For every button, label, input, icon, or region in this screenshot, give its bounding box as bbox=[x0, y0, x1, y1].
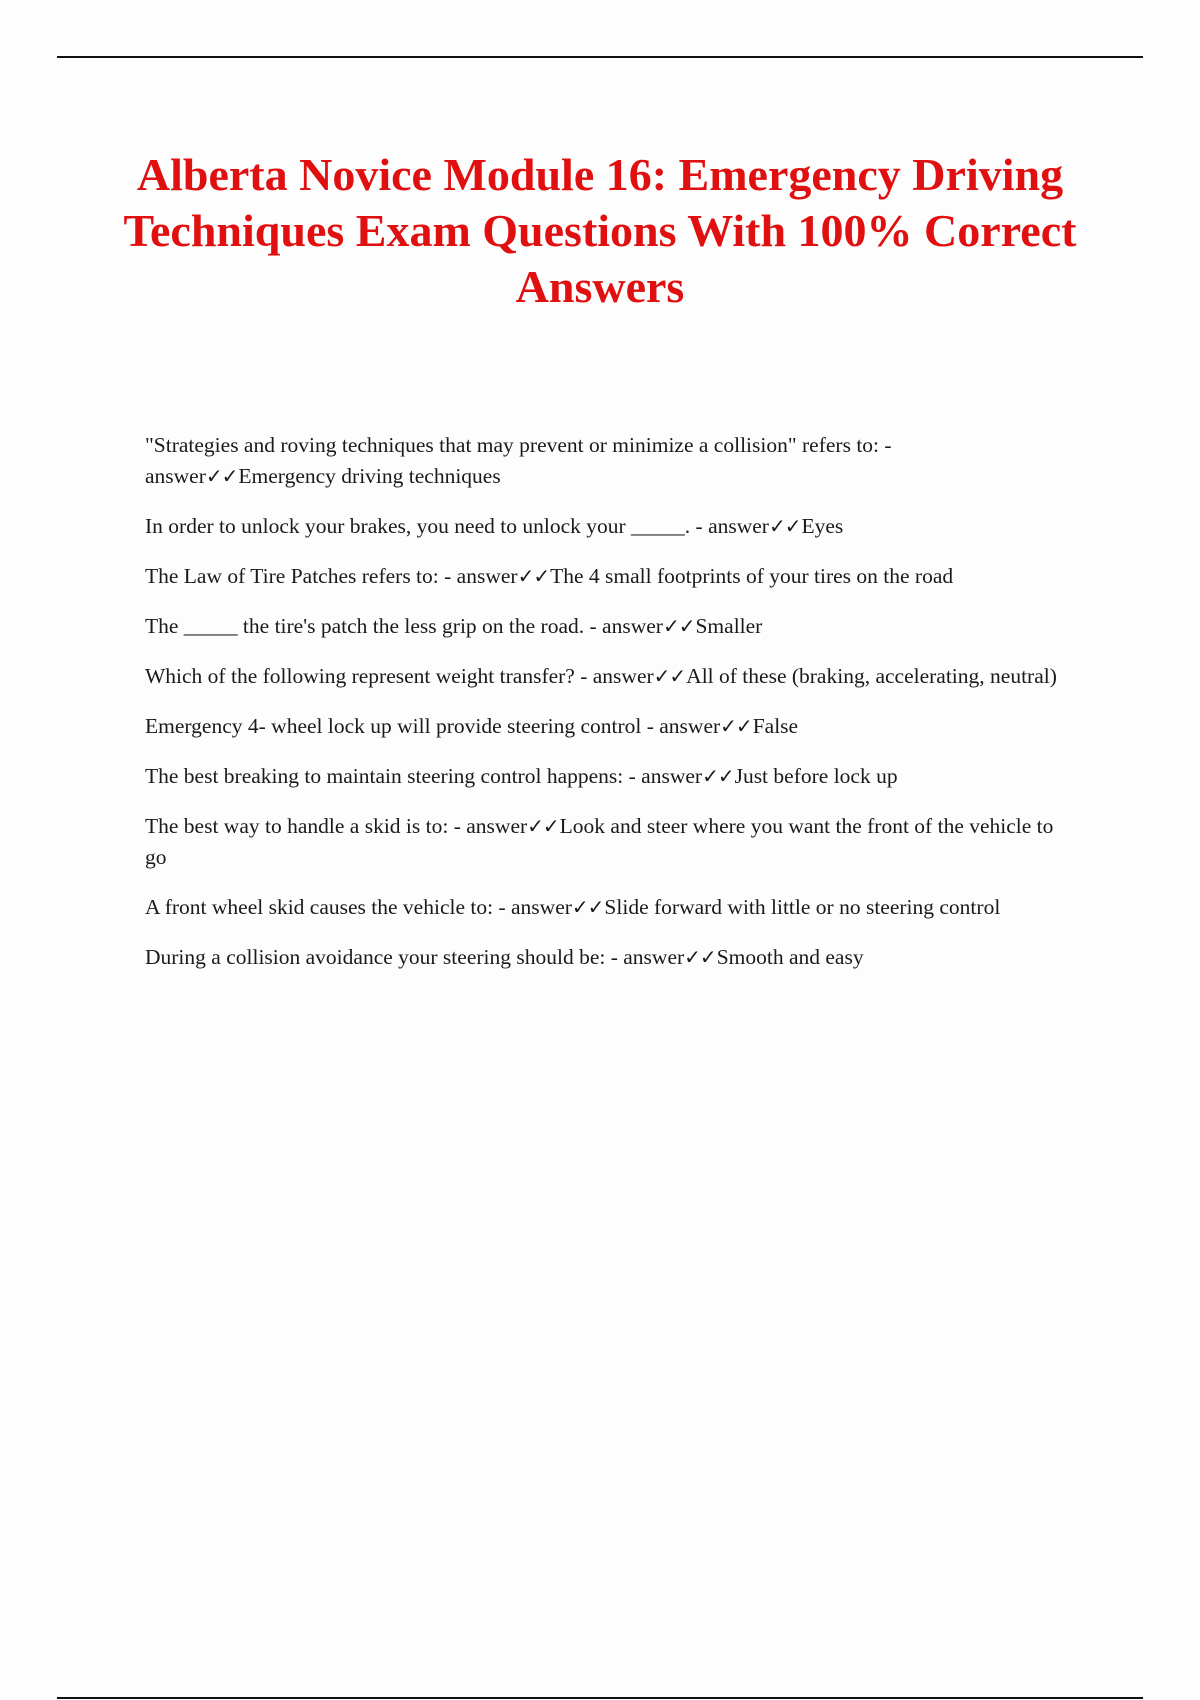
answer-text: All of these (braking, accelerating, neutral) bbox=[686, 664, 1057, 688]
check-icon: ✓✓ bbox=[527, 814, 559, 838]
question-text: The best breaking to maintain steering control happens: bbox=[145, 764, 624, 788]
answer-separator: - answer bbox=[641, 714, 721, 738]
answer-text: Smaller bbox=[695, 614, 763, 638]
qa-list bbox=[145, 430, 1080, 992]
answer-separator: - answer bbox=[605, 945, 685, 969]
bottom-divider bbox=[57, 1697, 1143, 1699]
answer-text: Look and steer where you want the front of the vehicle to go bbox=[145, 814, 1054, 869]
answer-separator: - answer bbox=[690, 514, 769, 538]
answer-text: The 4 small footprints of your tires on the road bbox=[550, 564, 954, 588]
answer-separator: - answer bbox=[584, 614, 663, 638]
check-icon: ✓✓ bbox=[653, 664, 686, 688]
answer-separator: - answer bbox=[574, 664, 654, 688]
check-icon: ✓✓ bbox=[205, 464, 238, 488]
question-text: Which of the following represent weight transfer? bbox=[145, 664, 575, 688]
document-title: Alberta Novice Module 16: Emergency Driving Techniques Exam Questions With 100% Correct Answers bbox=[123, 149, 1077, 312]
answer-separator: - answer bbox=[623, 764, 703, 788]
answer-text: Smooth and easy bbox=[716, 945, 864, 969]
answer-text: Slide forward with little or no steering control bbox=[604, 895, 1001, 919]
qa-item bbox=[145, 661, 1080, 692]
question-text: During a collision avoidance your steering should be: bbox=[145, 945, 606, 969]
qa-item bbox=[145, 761, 1080, 792]
qa-item bbox=[145, 561, 1080, 592]
check-icon: ✓✓ bbox=[517, 564, 550, 588]
check-icon: ✓✓ bbox=[571, 895, 604, 919]
answer-text: False bbox=[752, 714, 799, 738]
question-text: "Strategies and roving techniques that may prevent or minimize a collision" refers to: bbox=[145, 433, 880, 457]
qa-item bbox=[145, 511, 1080, 542]
question-text: The Law of Tire Patches refers to: bbox=[145, 564, 439, 588]
qa-item bbox=[145, 942, 1080, 973]
answer-text: Eyes bbox=[801, 514, 844, 538]
answer-separator: - answer bbox=[438, 564, 518, 588]
check-icon: ✓✓ bbox=[684, 945, 716, 969]
check-icon: ✓✓ bbox=[720, 714, 752, 738]
question-text: The _____ the tire's patch the less grip on the road. bbox=[145, 614, 585, 638]
check-icon: ✓✓ bbox=[662, 614, 695, 638]
answer-separator: - answer bbox=[448, 814, 528, 838]
answer-separator: - answer bbox=[145, 433, 892, 488]
qa-item bbox=[145, 611, 1080, 642]
question-text: A front wheel skid causes the vehicle to: bbox=[145, 895, 494, 919]
answer-separator: - answer bbox=[493, 895, 572, 919]
question-text: Emergency 4- wheel lock up will provide steering control bbox=[145, 714, 642, 738]
top-divider bbox=[57, 56, 1143, 58]
question-text: In order to unlock your brakes, you need to unlock your _____. bbox=[145, 514, 691, 538]
qa-item bbox=[145, 711, 1080, 742]
qa-item bbox=[145, 430, 1080, 492]
question-text: The best way to handle a skid is to: bbox=[145, 814, 449, 838]
check-icon: ✓✓ bbox=[702, 764, 734, 788]
answer-text: Just before lock up bbox=[734, 764, 898, 788]
answer-text: Emergency driving techniques bbox=[238, 464, 501, 488]
check-icon: ✓✓ bbox=[768, 514, 801, 538]
qa-item bbox=[145, 892, 1080, 923]
qa-item bbox=[145, 811, 1080, 873]
